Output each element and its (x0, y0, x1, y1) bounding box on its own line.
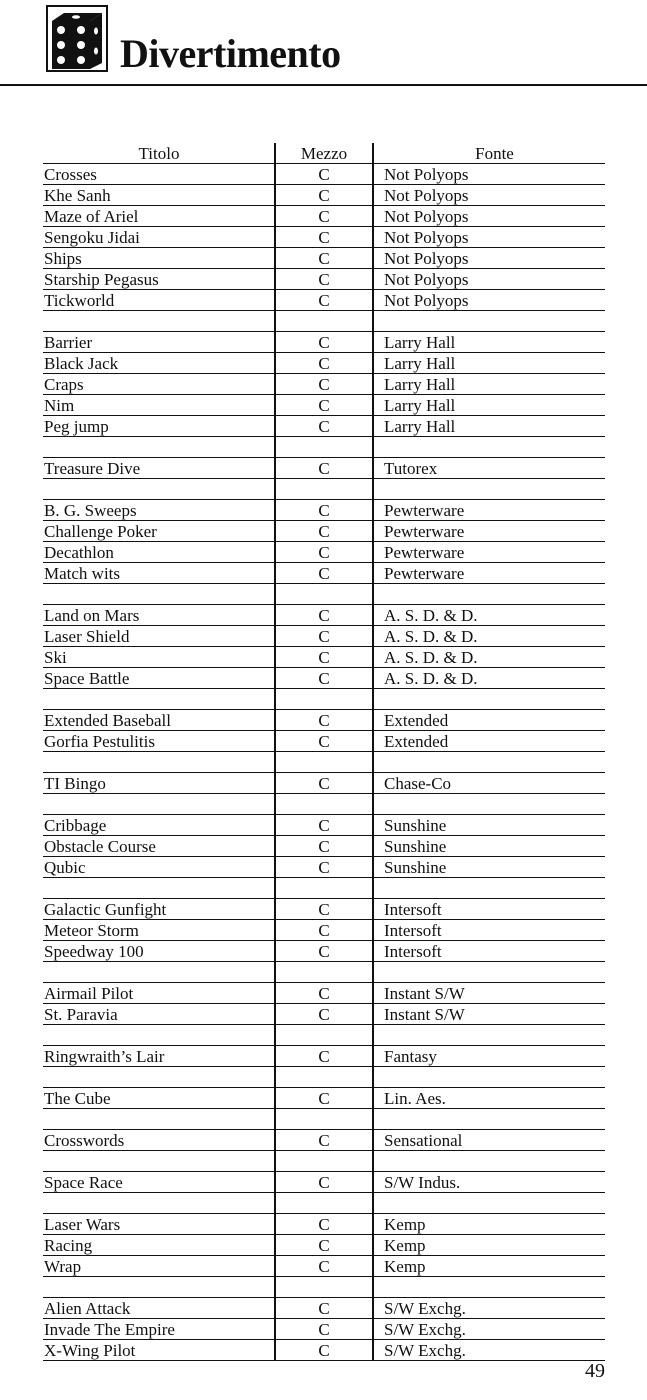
cell-fonte: Sunshine (373, 836, 605, 857)
cell-titolo: Galactic Gunfight (43, 899, 275, 920)
cell-mezzo (275, 1193, 373, 1214)
table-row (43, 1298, 605, 1319)
cell-titolo (43, 689, 275, 710)
cell-fonte (373, 479, 605, 500)
cell-fonte: Not Polyops (373, 185, 605, 206)
cell-mezzo: C (275, 1319, 373, 1340)
cell-titolo: Ships (43, 248, 275, 269)
cell-mezzo: C (275, 1235, 373, 1256)
table-header-row (43, 143, 605, 164)
cell-titolo: Craps (43, 374, 275, 395)
table-row (43, 668, 605, 689)
cell-fonte: Pewterware (373, 542, 605, 563)
cell-mezzo: C (275, 542, 373, 563)
table-row (43, 773, 605, 794)
cell-mezzo (275, 437, 373, 458)
cell-fonte: S/W Exchg. (373, 1298, 605, 1319)
cell-mezzo: C (275, 605, 373, 626)
table-row (43, 479, 605, 500)
table-row (43, 752, 605, 773)
cell-mezzo: C (275, 857, 373, 878)
cell-titolo: Land on Mars (43, 605, 275, 626)
cell-mezzo (275, 1277, 373, 1298)
cell-fonte: A. S. D. & D. (373, 605, 605, 626)
cell-fonte (373, 878, 605, 899)
cell-titolo (43, 437, 275, 458)
cell-mezzo: C (275, 332, 373, 353)
cell-mezzo (275, 584, 373, 605)
cell-mezzo: C (275, 815, 373, 836)
cell-fonte: Pewterware (373, 521, 605, 542)
games-table (43, 143, 605, 1361)
cell-titolo (43, 752, 275, 773)
table-row (43, 1130, 605, 1151)
table-row (43, 1004, 605, 1025)
cell-fonte: Fantasy (373, 1046, 605, 1067)
cell-mezzo: C (275, 941, 373, 962)
table-row (43, 1109, 605, 1130)
column-header-mezzo: Mezzo (275, 143, 373, 164)
table-row (43, 878, 605, 899)
table-row (43, 521, 605, 542)
table-row (43, 1088, 605, 1109)
cell-mezzo (275, 1151, 373, 1172)
cell-mezzo: C (275, 647, 373, 668)
cell-fonte: S/W Exchg. (373, 1319, 605, 1340)
cell-mezzo: C (275, 773, 373, 794)
table-row (43, 1214, 605, 1235)
page-number: 49 (585, 1360, 605, 1382)
cell-titolo (43, 878, 275, 899)
cell-mezzo (275, 311, 373, 332)
table-row (43, 563, 605, 584)
cell-titolo (43, 1025, 275, 1046)
cell-fonte (373, 1109, 605, 1130)
cell-fonte (373, 1067, 605, 1088)
table-row (43, 1277, 605, 1298)
cell-fonte: S/W Indus. (373, 1172, 605, 1193)
cell-titolo (43, 1193, 275, 1214)
table-row (43, 332, 605, 353)
cell-fonte: Larry Hall (373, 395, 605, 416)
table-row (43, 395, 605, 416)
cell-mezzo: C (275, 290, 373, 311)
cell-fonte: Chase-Co (373, 773, 605, 794)
table-row (43, 1193, 605, 1214)
cell-mezzo (275, 1109, 373, 1130)
cell-titolo: Starship Pegasus (43, 269, 275, 290)
cell-mezzo: C (275, 983, 373, 1004)
cell-titolo: Meteor Storm (43, 920, 275, 941)
cell-fonte (373, 311, 605, 332)
table-row (43, 815, 605, 836)
cell-titolo: Crosses (43, 164, 275, 185)
cell-mezzo: C (275, 668, 373, 689)
cell-mezzo: C (275, 521, 373, 542)
column-header-titolo: Titolo (43, 143, 275, 164)
table-row (43, 857, 605, 878)
cell-titolo: Treasure Dive (43, 458, 275, 479)
cell-mezzo: C (275, 710, 373, 731)
cell-titolo (43, 311, 275, 332)
cell-titolo: Speedway 100 (43, 941, 275, 962)
header-rule (0, 84, 647, 86)
cell-mezzo (275, 479, 373, 500)
cell-mezzo: C (275, 458, 373, 479)
cell-mezzo: C (275, 1046, 373, 1067)
cell-titolo: B. G. Sweeps (43, 500, 275, 521)
table-row (43, 1319, 605, 1340)
cell-titolo: X-Wing Pilot (43, 1340, 275, 1361)
cell-fonte: Not Polyops (373, 206, 605, 227)
table-row (43, 311, 605, 332)
cell-titolo: Challenge Poker (43, 521, 275, 542)
cell-mezzo: C (275, 1130, 373, 1151)
cell-fonte: A. S. D. & D. (373, 647, 605, 668)
cell-mezzo: C (275, 899, 373, 920)
cell-fonte: Not Polyops (373, 290, 605, 311)
cell-mezzo: C (275, 269, 373, 290)
cell-fonte: Sensational (373, 1130, 605, 1151)
cell-fonte: Not Polyops (373, 227, 605, 248)
cell-mezzo (275, 752, 373, 773)
cell-titolo: Space Battle (43, 668, 275, 689)
table-row (43, 1340, 605, 1361)
cell-mezzo: C (275, 1298, 373, 1319)
cell-fonte: Intersoft (373, 899, 605, 920)
cell-titolo (43, 1151, 275, 1172)
cell-fonte: Larry Hall (373, 416, 605, 437)
table-row (43, 794, 605, 815)
cell-titolo: Laser Shield (43, 626, 275, 647)
table-row (43, 500, 605, 521)
cell-titolo: Crosswords (43, 1130, 275, 1151)
cell-fonte: Kemp (373, 1256, 605, 1277)
cell-fonte: Instant S/W (373, 1004, 605, 1025)
table-row (43, 1025, 605, 1046)
table-row (43, 941, 605, 962)
cell-fonte: Extended (373, 731, 605, 752)
cell-mezzo: C (275, 1214, 373, 1235)
cell-fonte: Intersoft (373, 941, 605, 962)
cell-fonte (373, 794, 605, 815)
cell-fonte: Pewterware (373, 563, 605, 584)
cell-fonte (373, 689, 605, 710)
cell-mezzo: C (275, 248, 373, 269)
cell-fonte: Lin. Aes. (373, 1088, 605, 1109)
cell-titolo: Invade The Empire (43, 1319, 275, 1340)
cell-mezzo: C (275, 374, 373, 395)
cell-fonte: Larry Hall (373, 332, 605, 353)
page-title: Divertimento (120, 31, 341, 76)
cell-titolo: Obstacle Course (43, 836, 275, 857)
cell-titolo: Ski (43, 647, 275, 668)
table-row (43, 920, 605, 941)
table-row (43, 962, 605, 983)
table-row (43, 899, 605, 920)
cell-titolo: Qubic (43, 857, 275, 878)
table-row (43, 248, 605, 269)
cell-fonte (373, 752, 605, 773)
cell-mezzo (275, 962, 373, 983)
cell-titolo: The Cube (43, 1088, 275, 1109)
cell-fonte (373, 1025, 605, 1046)
table-row (43, 710, 605, 731)
cell-fonte (373, 584, 605, 605)
table-row (43, 437, 605, 458)
cell-titolo: Nim (43, 395, 275, 416)
cell-titolo: Sengoku Jidai (43, 227, 275, 248)
cell-fonte (373, 1193, 605, 1214)
column-header-fonte: Fonte (373, 143, 605, 164)
table-row (43, 1256, 605, 1277)
cell-titolo: Maze of Ariel (43, 206, 275, 227)
cell-mezzo: C (275, 416, 373, 437)
table-row (43, 542, 605, 563)
cell-mezzo: C (275, 395, 373, 416)
cell-titolo: Barrier (43, 332, 275, 353)
cell-fonte: Intersoft (373, 920, 605, 941)
table-row (43, 689, 605, 710)
cell-titolo (43, 794, 275, 815)
cell-titolo: TI Bingo (43, 773, 275, 794)
table-row (43, 584, 605, 605)
table-row (43, 1151, 605, 1172)
cell-mezzo (275, 794, 373, 815)
cell-titolo (43, 962, 275, 983)
table-row (43, 983, 605, 1004)
table-row (43, 1067, 605, 1088)
cell-fonte: Kemp (373, 1235, 605, 1256)
cell-fonte: Not Polyops (373, 164, 605, 185)
cell-titolo: Extended Baseball (43, 710, 275, 731)
cell-fonte: A. S. D. & D. (373, 668, 605, 689)
cell-titolo: Gorfia Pestulitis (43, 731, 275, 752)
cell-titolo: Cribbage (43, 815, 275, 836)
cell-mezzo: C (275, 836, 373, 857)
cell-mezzo: C (275, 353, 373, 374)
cell-titolo (43, 1277, 275, 1298)
cell-fonte: A. S. D. & D. (373, 626, 605, 647)
table-row (43, 416, 605, 437)
table-row (43, 626, 605, 647)
cell-titolo: Space Race (43, 1172, 275, 1193)
cell-mezzo: C (275, 1256, 373, 1277)
cell-titolo (43, 1109, 275, 1130)
cell-titolo: St. Paravia (43, 1004, 275, 1025)
cell-fonte: Tutorex (373, 458, 605, 479)
page-header (0, 0, 647, 90)
table-row (43, 836, 605, 857)
table-row (43, 185, 605, 206)
cell-fonte: Larry Hall (373, 353, 605, 374)
cell-mezzo: C (275, 920, 373, 941)
cell-mezzo: C (275, 563, 373, 584)
cell-titolo: Tickworld (43, 290, 275, 311)
cell-titolo: Laser Wars (43, 1214, 275, 1235)
cell-fonte: Instant S/W (373, 983, 605, 1004)
cell-titolo: Wrap (43, 1256, 275, 1277)
cell-mezzo: C (275, 164, 373, 185)
cell-fonte: Extended (373, 710, 605, 731)
cell-titolo: Decathlon (43, 542, 275, 563)
table-row (43, 374, 605, 395)
cell-fonte: Not Polyops (373, 248, 605, 269)
table-row (43, 458, 605, 479)
cell-mezzo: C (275, 1088, 373, 1109)
cell-mezzo: C (275, 500, 373, 521)
cell-fonte (373, 437, 605, 458)
cell-mezzo (275, 878, 373, 899)
cell-fonte: Kemp (373, 1214, 605, 1235)
cell-fonte: Larry Hall (373, 374, 605, 395)
cell-titolo: Ringwraith’s Lair (43, 1046, 275, 1067)
cell-titolo: Airmail Pilot (43, 983, 275, 1004)
cell-mezzo (275, 1025, 373, 1046)
cell-fonte: S/W Exchg. (373, 1340, 605, 1361)
table-row (43, 647, 605, 668)
cell-mezzo: C (275, 1340, 373, 1361)
cell-fonte: Not Polyops (373, 269, 605, 290)
cell-mezzo: C (275, 227, 373, 248)
table-row (43, 1046, 605, 1067)
cell-titolo: Racing (43, 1235, 275, 1256)
cell-mezzo: C (275, 206, 373, 227)
cell-mezzo (275, 689, 373, 710)
cell-titolo: Khe Sanh (43, 185, 275, 206)
table-row (43, 605, 605, 626)
cell-fonte (373, 1277, 605, 1298)
table-row (43, 227, 605, 248)
cell-fonte: Sunshine (373, 857, 605, 878)
cell-mezzo: C (275, 626, 373, 647)
table-row (43, 731, 605, 752)
cell-mezzo: C (275, 1172, 373, 1193)
cell-titolo: Peg jump (43, 416, 275, 437)
cell-fonte (373, 1151, 605, 1172)
table-row (43, 269, 605, 290)
cell-titolo: Black Jack (43, 353, 275, 374)
cell-mezzo: C (275, 185, 373, 206)
cell-fonte (373, 962, 605, 983)
table-row (43, 206, 605, 227)
table-body (43, 164, 605, 1361)
cell-titolo (43, 479, 275, 500)
cell-mezzo: C (275, 1004, 373, 1025)
cell-fonte: Pewterware (373, 500, 605, 521)
table-row (43, 353, 605, 374)
cell-titolo: Alien Attack (43, 1298, 275, 1319)
cell-mezzo (275, 1067, 373, 1088)
cell-mezzo: C (275, 731, 373, 752)
cell-titolo (43, 584, 275, 605)
cell-titolo: Match wits (43, 563, 275, 584)
table-row (43, 164, 605, 185)
table-row (43, 1235, 605, 1256)
cell-titolo (43, 1067, 275, 1088)
table-row (43, 1172, 605, 1193)
table-row (43, 290, 605, 311)
dice-icon (46, 5, 108, 72)
cell-fonte: Sunshine (373, 815, 605, 836)
